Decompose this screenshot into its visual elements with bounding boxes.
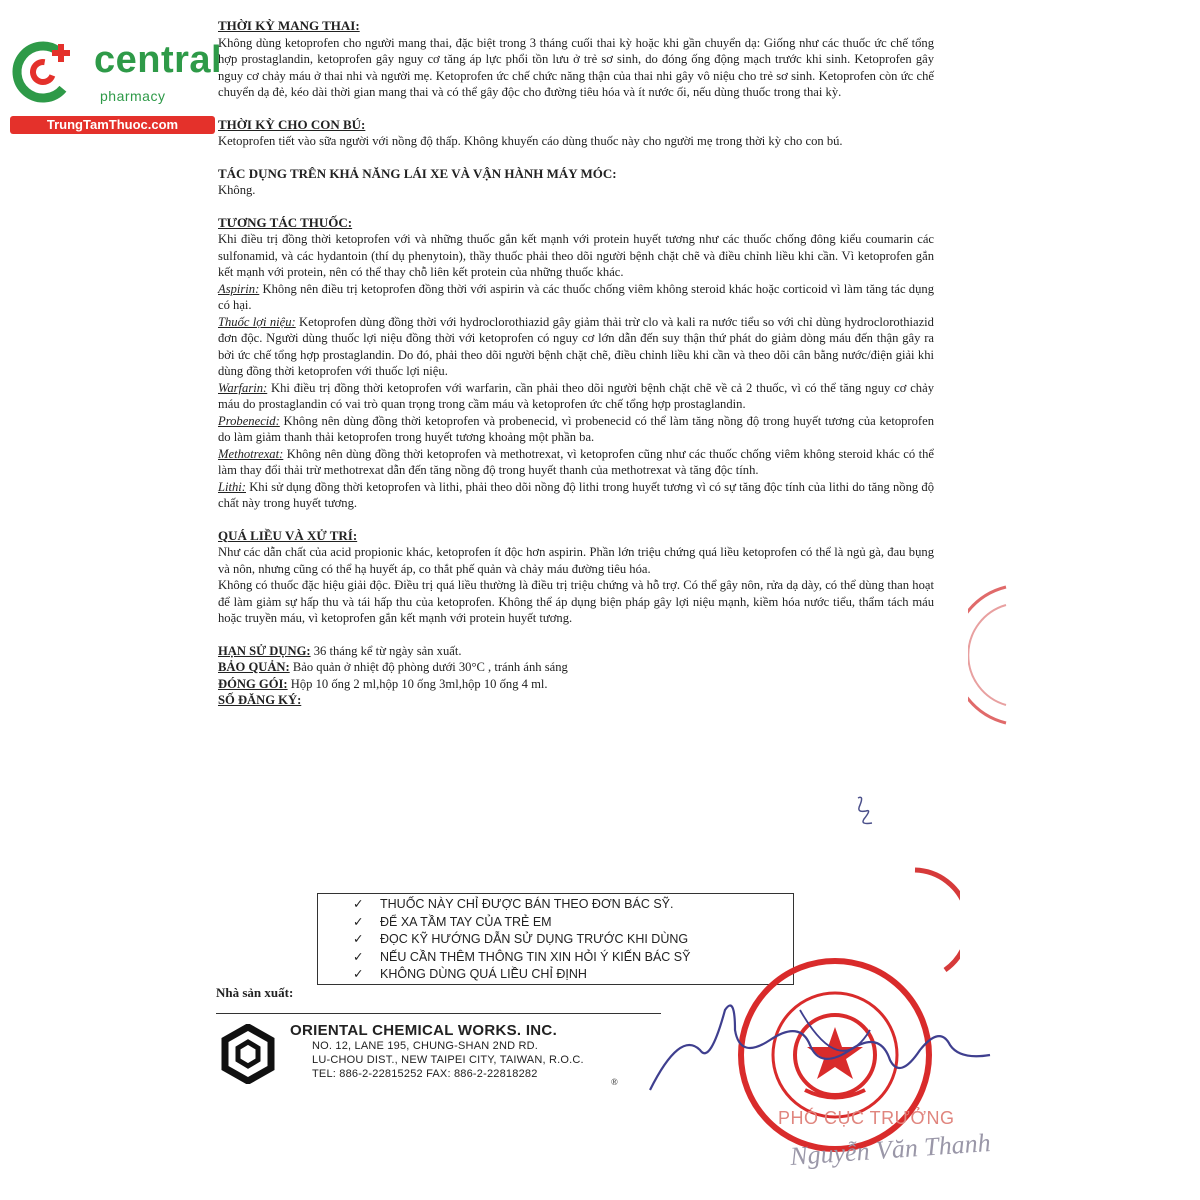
storage-label: BẢO QUẢN: bbox=[218, 660, 290, 674]
manufacturer-label: Nhà sản xuất: bbox=[216, 985, 294, 1000]
packaging-label: ĐÓNG GÓI: bbox=[218, 676, 288, 691]
section-text: Ketoprofen tiết vào sữa người với nồng độ thấp. Không khuyến cáo dùng thuốc này cho người mẹ trong thời kỳ cho con bú. bbox=[218, 134, 843, 148]
initials-icon bbox=[850, 793, 880, 828]
shelf-life-value: 36 tháng kể từ ngày sản xuất. bbox=[310, 643, 462, 658]
signatory-name: Nguyễn Văn Thanh bbox=[789, 1128, 992, 1171]
product-info bbox=[218, 643, 934, 709]
interaction-tag: Probenecid: bbox=[218, 413, 280, 428]
interaction-item bbox=[218, 479, 934, 512]
section-overdose bbox=[218, 528, 934, 627]
check-icon: ✓ bbox=[353, 967, 364, 981]
warning-text: THUỐC NÀY CHỈ ĐƯỢC BÁN THEO ĐƠN BÁC SỸ. bbox=[380, 897, 674, 911]
section-title: THỜI KỲ CHO CON BÚ: bbox=[218, 116, 366, 132]
manufacturer-logo-icon bbox=[220, 1024, 276, 1084]
manufacturer-name: ORIENTAL CHEMICAL WORKS. INC. bbox=[290, 1022, 558, 1039]
pharmacy-cross-icon bbox=[10, 36, 80, 106]
section-text: Khi điều trị đồng thời ketoprofen với và những thuốc gắn kết mạnh với protein huyết tương như các thuốc chống đông kiểu coumarin các sulfonamid, và các hydantoin (thí dụ phenytoin), thầy thuốc phải theo dõi người bệnh chặt chẽ và điều chỉnh liều khi cần. Vì ketoprofen gắn kết mạnh với protein, nên có thể thay chỗ liên kết protein của những thuốc khác. bbox=[218, 232, 934, 279]
interaction-tag: Thuốc lợi niệu: bbox=[218, 314, 296, 329]
packaging bbox=[218, 676, 934, 693]
shelf-life-label: HẠN SỬ DỤNG: bbox=[218, 643, 311, 658]
brand-name: central bbox=[94, 39, 223, 81]
interaction-tag: Warfarin: bbox=[218, 380, 268, 395]
section-driving bbox=[218, 166, 934, 199]
interaction-item bbox=[218, 314, 934, 380]
storage-value: Bảo quản ở nhiệt độ phòng dưới 30°C , tránh ánh sáng bbox=[289, 660, 568, 674]
warning-text: NẾU CẦN THÊM THÔNG TIN XIN HỎI Ý KIẾN BÁC SỸ bbox=[380, 949, 691, 964]
interaction-text: Không nên dùng đồng thời ketoprofen và probenecid, vì probenecid có thể làm tăng nồng độ trong huyết tương của ketoprofen do làm giảm thanh thải ketoprofen trong huyết tương khoảng một phần ba. bbox=[218, 413, 934, 444]
interaction-item bbox=[218, 281, 934, 314]
check-icon: ✓ bbox=[353, 949, 364, 964]
interaction-text: Không nên điều trị ketoprofen đồng thời với aspirin và các thuốc chống viêm không steroid khác hoặc corticoid vì làm tăng tác dụng có hại. bbox=[218, 281, 934, 312]
section-title: TÁC DỤNG TRÊN KHẢ NĂNG LÁI XE VÀ VẬN HÀNH MÁY MÓC: bbox=[218, 165, 617, 181]
check-icon: ✓ bbox=[353, 932, 364, 946]
section-text: Không. bbox=[218, 183, 256, 197]
manufacturer-info bbox=[290, 1022, 584, 1081]
divider bbox=[216, 1013, 661, 1014]
section-text: Không có thuốc đặc hiệu giải độc. Điều trị quá liều thường là điều trị triệu chứng và hỗ trợ. Có thể gây nôn, rửa dạ dày, có thể dùng than hoạt để làm giảm sự hấp thu và tái hấp thu của ketoprofen. Không thể áp dụng biện pháp gây lợi niệu mạnh, kiềm hóa nước tiểu, thẩm tách máu hoặc truyền máu, vì ketoprofen gắn kết mạnh với protein huyết tương. bbox=[218, 578, 934, 625]
registered-mark: ® bbox=[611, 1077, 618, 1087]
check-icon: ✓ bbox=[353, 897, 364, 911]
interaction-text: Khi điều trị đồng thời ketoprofen với warfarin, cần phải theo dõi người bệnh chặt chẽ về cả 2 thuốc, vì có thể tăng nguy cơ chảy máu do prostaglandin có vai trò quan trọng trong cầm máu và ketoprofen ức chế tổng hợp prostaglandin. bbox=[218, 380, 934, 411]
interaction-tag: Methotrexat: bbox=[218, 446, 284, 461]
interaction-text: Khi sử dụng đồng thời ketoprofen và lithi, phải theo dõi nồng độ lithi trong huyết tương vì có sự tăng độc tính của lithi do tăng nồng độ chất này trong huyết tương. bbox=[218, 479, 934, 510]
section-text: Không dùng ketoprofen cho người mang thai, đặc biệt trong 3 tháng cuối thai kỳ hoặc khi gần chuyển dạ: Giống như các thuốc ức chế tổng hợp prostaglandin, ketoprofen gây nguy cơ tăng áp lực phổi tồn lưu ở trẻ sơ sinh, do đóng ống động mạch trước khi sinh. Ketoprofen gây nguy cơ chảy máu ở thai nhi và người mẹ. Ketoprofen ức chế chức năng thận của thai nhi gây vô niệu cho trẻ sơ sinh. Ketoprofen còn ức chế chuyển dạ đẻ, kéo dài thời gian mang thai và có thể gây độc cho đường tiêu hóa và ít nước ối, nếu dùng thuốc trong thai kỳ. bbox=[218, 35, 934, 99]
interaction-tag: Lithi: bbox=[218, 479, 246, 494]
leaflet-body bbox=[218, 18, 934, 709]
site-link[interactable]: TrungTamThuoc.com bbox=[10, 116, 215, 134]
warning-text: ĐỂ XA TẦM TAY CỦA TRẺ EM bbox=[380, 914, 552, 929]
brand-subtitle: pharmacy bbox=[100, 88, 166, 104]
registration bbox=[218, 692, 934, 709]
interaction-item bbox=[218, 413, 934, 446]
storage bbox=[218, 659, 934, 676]
shelf-life bbox=[218, 643, 934, 660]
warning-text: KHÔNG DÙNG QUÁ LIỀU CHỈ ĐỊNH bbox=[380, 967, 587, 981]
section-text: Như các dẫn chất của acid propionic khác, ketoprofen ít độc hơn aspirin. Phần lớn triệu chứng quá liều ketoprofen có thể là ngủ gà, đau bụng và nôn, nhưng cũng có thể hạ huyết áp, co thắt phế quản và chảy máu đường tiêu hóa. bbox=[218, 545, 934, 576]
registration-label: SỐ ĐĂNG KÝ: bbox=[218, 693, 302, 707]
section-pregnancy bbox=[218, 18, 934, 101]
warning-item bbox=[318, 931, 793, 949]
manufacturer-address-2: LU-CHOU DIST., NEW TAIPEI CITY, TAIWAN, R.O.C. bbox=[312, 1054, 584, 1066]
signature-icon bbox=[640, 990, 1000, 1100]
check-icon: ✓ bbox=[353, 914, 364, 929]
warning-item bbox=[318, 966, 793, 984]
interaction-tag: Aspirin: bbox=[218, 281, 260, 296]
warning-text: ĐỌC KỸ HƯỚNG DẪN SỬ DỤNG TRƯỚC KHI DÙNG bbox=[380, 932, 689, 946]
section-title: QUÁ LIỀU VÀ XỬ TRÍ: bbox=[218, 527, 358, 543]
warning-item bbox=[318, 914, 793, 932]
section-title: THỜI KỲ MANG THAI: bbox=[218, 18, 360, 33]
signatory-role: PHÓ CỤC TRƯỞNG bbox=[778, 1108, 955, 1128]
section-interactions bbox=[218, 215, 934, 512]
section-title: TƯƠNG TÁC THUỐC: bbox=[218, 214, 353, 230]
interaction-text: Không nên dùng đồng thời ketoprofen và methotrexat, vì ketoprofen cũng như các thuốc chống viêm không steroid khác có thể làm thay đổi thải trừ methotrexat dẫn đến tăng nồng độ trong huyết thanh của methotrexat và tăng độc tính. bbox=[218, 446, 934, 477]
partial-stamp-icon bbox=[968, 585, 1008, 725]
warning-item bbox=[318, 949, 793, 967]
interaction-text: Ketoprofen dùng đồng thời với hydroclorothiazid gây giảm thải trừ clo và kali ra nước tiểu so với chỉ dùng hydroclorothiazid đơn độc. Người dùng thuốc lợi niệu đồng thời với ketoprofen có nguy cơ lớn dẫn đến suy thận thứ phát do giảm dòng máu đến thận gây ra bởi ức chế tổng hợp prostaglandin. Do đó, phải theo dõi người bệnh chặt chẽ, điều chỉnh liều khi cần và theo dõi cân bằng nước/điện giải khi dùng đồng thời ketoprofen với thuốc lợi niệu. bbox=[218, 314, 934, 378]
warning-box bbox=[317, 893, 794, 985]
packaging-value: Hộp 10 ống 2 ml,hộp 10 ống 3ml,hộp 10 ống 4 ml. bbox=[287, 676, 548, 691]
warning-item bbox=[318, 896, 793, 914]
interaction-item bbox=[218, 446, 934, 479]
central-pharmacy-logo bbox=[10, 36, 223, 136]
manufacturer-contact: TEL: 886-2-22815252 FAX: 886-2-22818282 bbox=[312, 1068, 538, 1080]
section-breastfeeding bbox=[218, 117, 934, 150]
manufacturer-address-1: NO. 12, LANE 195, CHUNG-SHAN 2ND RD. bbox=[312, 1040, 539, 1052]
interaction-item bbox=[218, 380, 934, 413]
